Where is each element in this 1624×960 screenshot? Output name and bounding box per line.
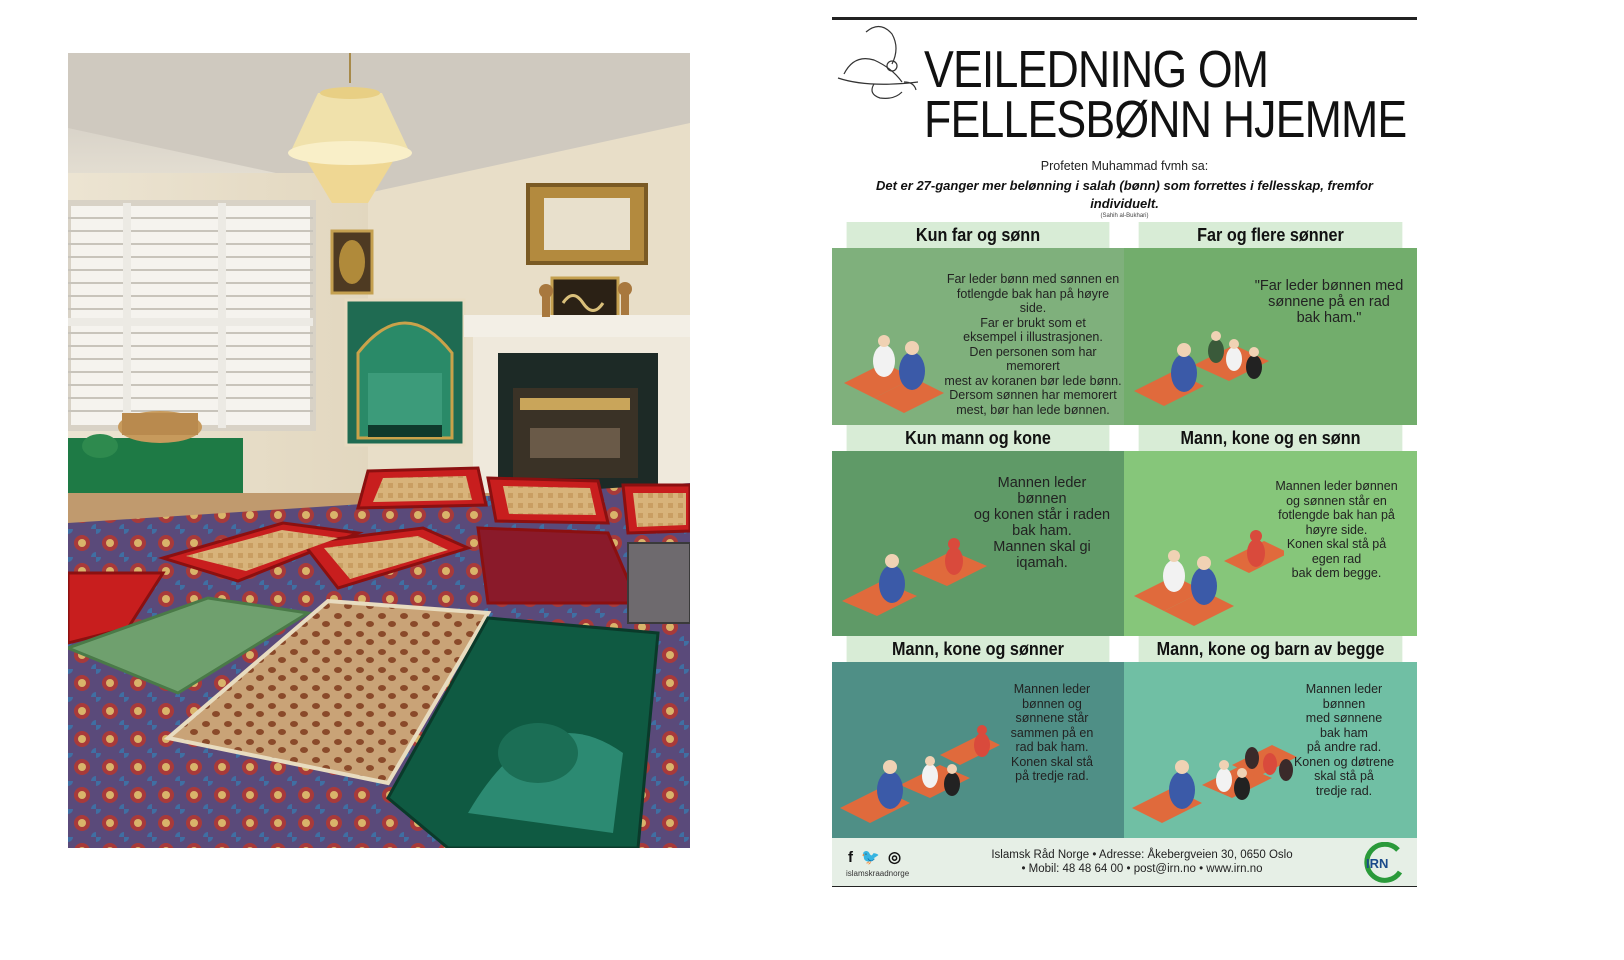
guide-cell-husband-wife-son: [1124, 425, 1417, 636]
cell-body: [1124, 451, 1417, 636]
cell-body: [832, 451, 1124, 636]
cell-description: Mannen leder bønnen og konen står i raden bak ham. Mannen skal gi iqamah.: [973, 475, 1111, 571]
guide-cell-husband-wife: [832, 425, 1124, 636]
poster-footer: [832, 838, 1417, 886]
cell-description: Mannen leder bønnen med sønnene bak ham på andre rad. Konen og døtrene skal stå på tredje rad.: [1293, 682, 1395, 798]
guide-cell-husband-wife-children: [1124, 636, 1417, 838]
cell-description: Mannen leder bønnen og sønnene står sammen på en rad bak ham. Konen skal stå på tredje rad.: [1010, 682, 1094, 783]
svg-text:IRN: IRN: [1366, 856, 1389, 871]
prayer-figures-illustration: [840, 720, 1000, 830]
cell-title: Kun mann og kone: [847, 425, 1110, 451]
poster-title-line-2: FELLESBØNN HJEMME: [924, 91, 1407, 149]
cell-title: Mann, kone og barn av begge: [1139, 636, 1403, 662]
cell-description: "Far leder bønnen med sønnene på en rad bak ham.": [1254, 278, 1404, 326]
guide-cell-father-son: [832, 222, 1124, 425]
prayer-room-photo: [68, 53, 690, 848]
cell-title: Mann, kone og sønner: [847, 636, 1110, 662]
cell-description: Mannen leder bønnen og sønnen står en fotlengde bak han på høyre side. Konen skal stå på egen rad bak dem begge.: [1275, 479, 1398, 580]
prayer-guide-poster: [832, 17, 1417, 887]
cell-title: Far og flere sønner: [1139, 222, 1403, 248]
cell-description: Far leder bønn med sønnen en fotlengde bak han på høyre side. Far er brukt som et eksempel i illustrasjonen. Den personen som har memorert mest av koranen bør lede bønn. Dersom sønnen har memorert mest, bør han lede bønnen.: [944, 272, 1122, 417]
cell-body: [1124, 662, 1417, 838]
cell-body: [832, 248, 1124, 425]
quote-source: (Sahih al-Bukhari): [1100, 213, 1149, 219]
social-icons: f 🐦 ◎: [848, 849, 904, 866]
address-line-2: • Mobil: 48 48 64 00 • post@irn.no • www.irn.no: [1021, 863, 1263, 875]
guide-cell-father-sons: [1124, 222, 1417, 425]
kneeling-figure-sketch: [834, 22, 926, 106]
social-handle: islamskraadnorge: [846, 869, 910, 878]
cell-title: Mann, kone og en sønn: [1139, 425, 1403, 451]
irn-logo: [1358, 842, 1406, 884]
guide-cell-husband-wife-sons: [832, 636, 1124, 838]
quote-intro: Profeten Muhammad fvmh sa:: [1040, 159, 1209, 173]
poster-title-line-1: VEILEDNING OM: [924, 41, 1269, 99]
cell-title: Kun far og sønn: [847, 222, 1110, 248]
footer-address: [982, 848, 1302, 876]
cell-body: [832, 662, 1124, 838]
address-line-1: Islamsk Råd Norge • Adresse: Åkebergveien 30, 0650 Oslo: [991, 849, 1293, 861]
quote-text: Det er 27-ganger mer belønning i salah (bønn) som forrettes i fellesskap, fremfor individuelt.: [875, 178, 1373, 211]
cell-body: [1124, 248, 1417, 425]
